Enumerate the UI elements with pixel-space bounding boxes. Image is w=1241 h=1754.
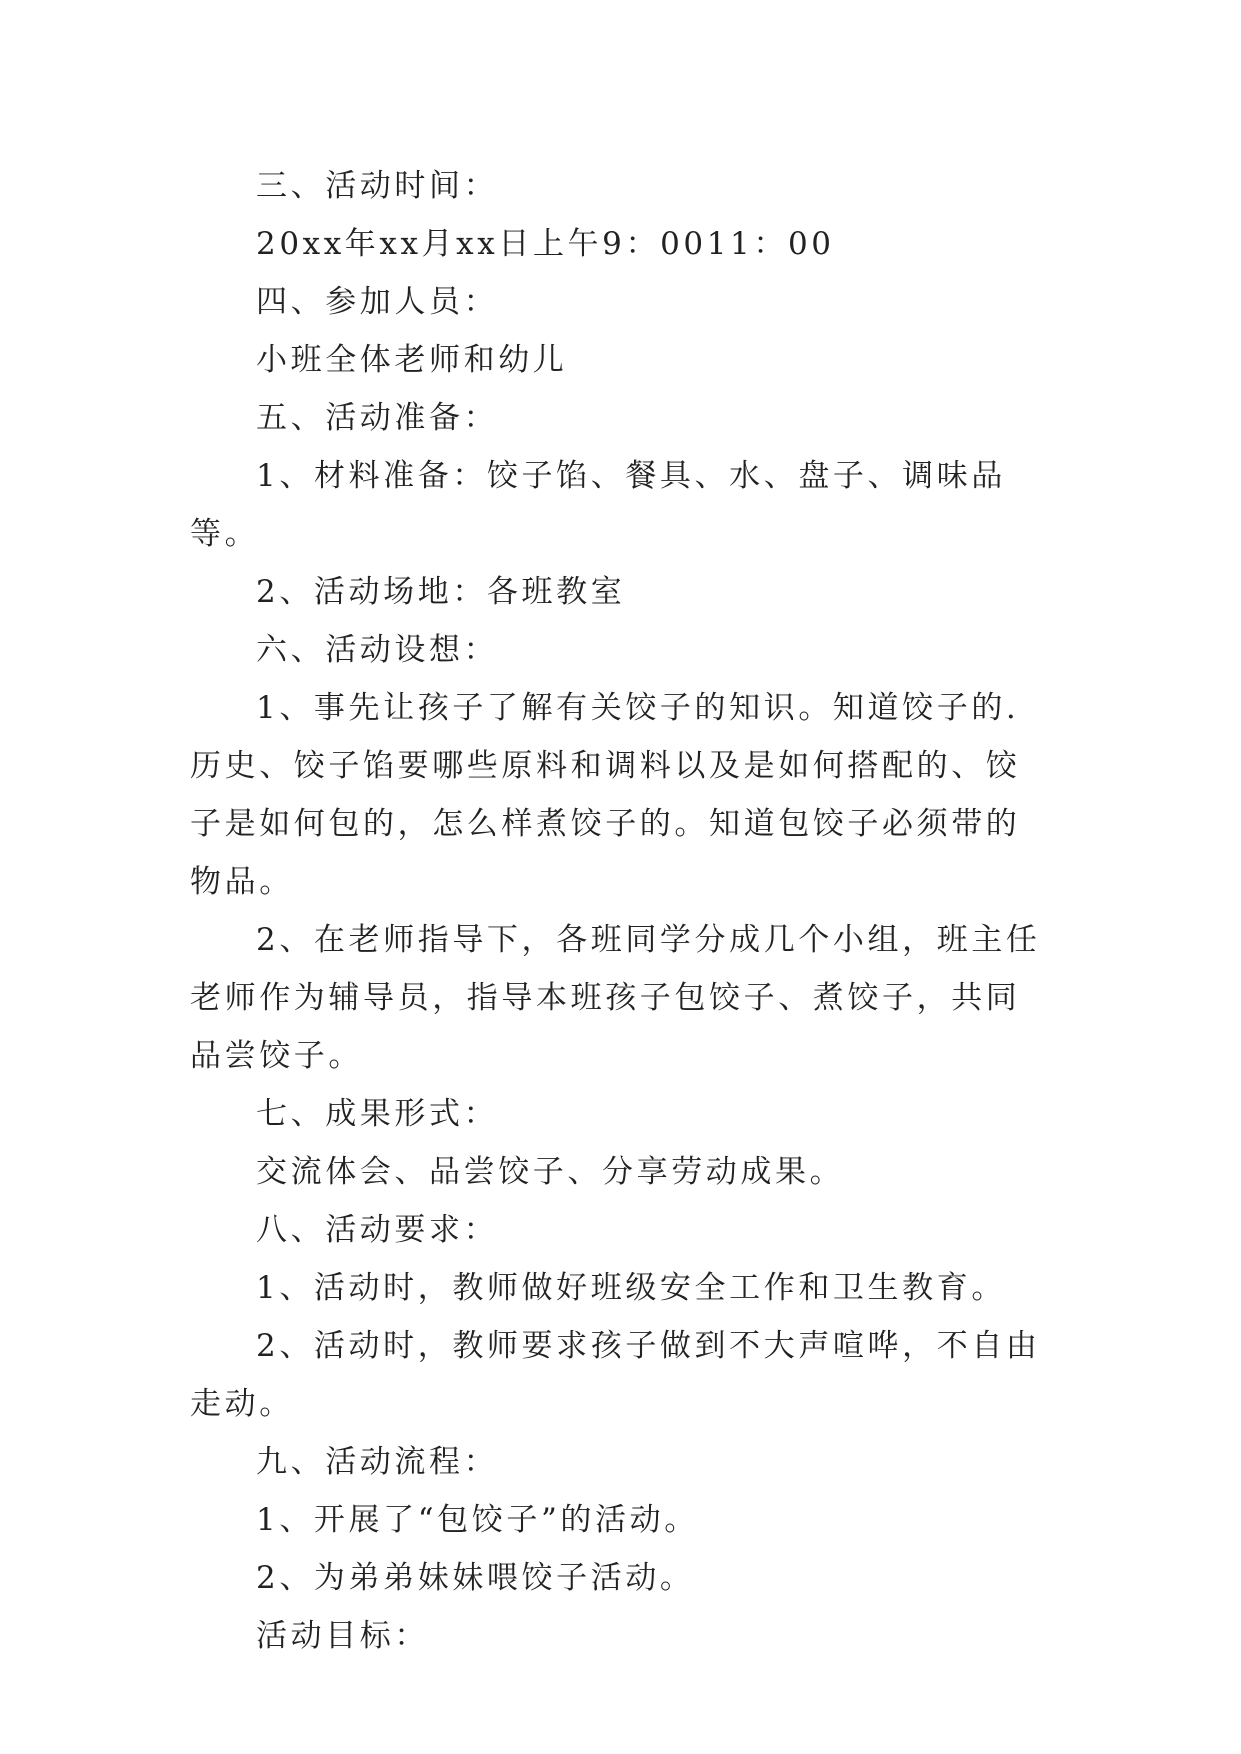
- requirement-item-1: 1、活动时，教师做好班级安全工作和卫生教育。: [256, 1270, 1006, 1306]
- section-heading-participants: 四、参加人员：: [256, 284, 499, 320]
- section-heading-activity-time: 三、活动时间：: [256, 168, 499, 204]
- section-heading-process: 九、活动流程：: [256, 1444, 499, 1480]
- document-body: [190, 157, 1050, 1665]
- process-item-2: 2、为弟弟妹妹喂饺子活动。: [256, 1560, 695, 1596]
- section-heading-preparation: 五、活动准备：: [256, 400, 499, 436]
- preparation-item-materials: 1、材料准备：饺子馅、餐具、水、盘子、调味品等。: [190, 458, 1006, 552]
- participants-value: 小班全体老师和幼儿: [256, 342, 568, 378]
- requirement-item-2: 2、活动时，教师要求孩子做到不大声喧哗，不自由走动。: [190, 1328, 1041, 1422]
- process-item-1: 1、开展了“包饺子”的活动。: [256, 1502, 699, 1538]
- activity-time-value: 20xx年xx月xx日上午9：0011：00: [256, 226, 835, 262]
- plan-item-1: 1、事先让孩子了解有关饺子的知识。知道饺子的.历史、饺子馅要哪些原料和调料以及是如何搭配的、饺子是如何包的，怎么样煮饺子的。知道包饺子必须带的物品。: [190, 690, 1021, 900]
- preparation-item-venue: 2、活动场地：各班教室: [256, 574, 626, 610]
- section-heading-plan: 六、活动设想：: [256, 632, 499, 668]
- section-heading-requirements: 八、活动要求：: [256, 1212, 499, 1248]
- plan-item-2: 2、在老师指导下，各班同学分成几个小组，班主任老师作为辅导员，指导本班孩子包饺子、煮饺子，共同品尝饺子。: [190, 922, 1041, 1074]
- results-value: 交流体会、品尝饺子、分享劳动成果。: [256, 1154, 845, 1190]
- section-heading-results: 七、成果形式：: [256, 1096, 499, 1132]
- section-heading-goals: 活动目标：: [256, 1618, 429, 1654]
